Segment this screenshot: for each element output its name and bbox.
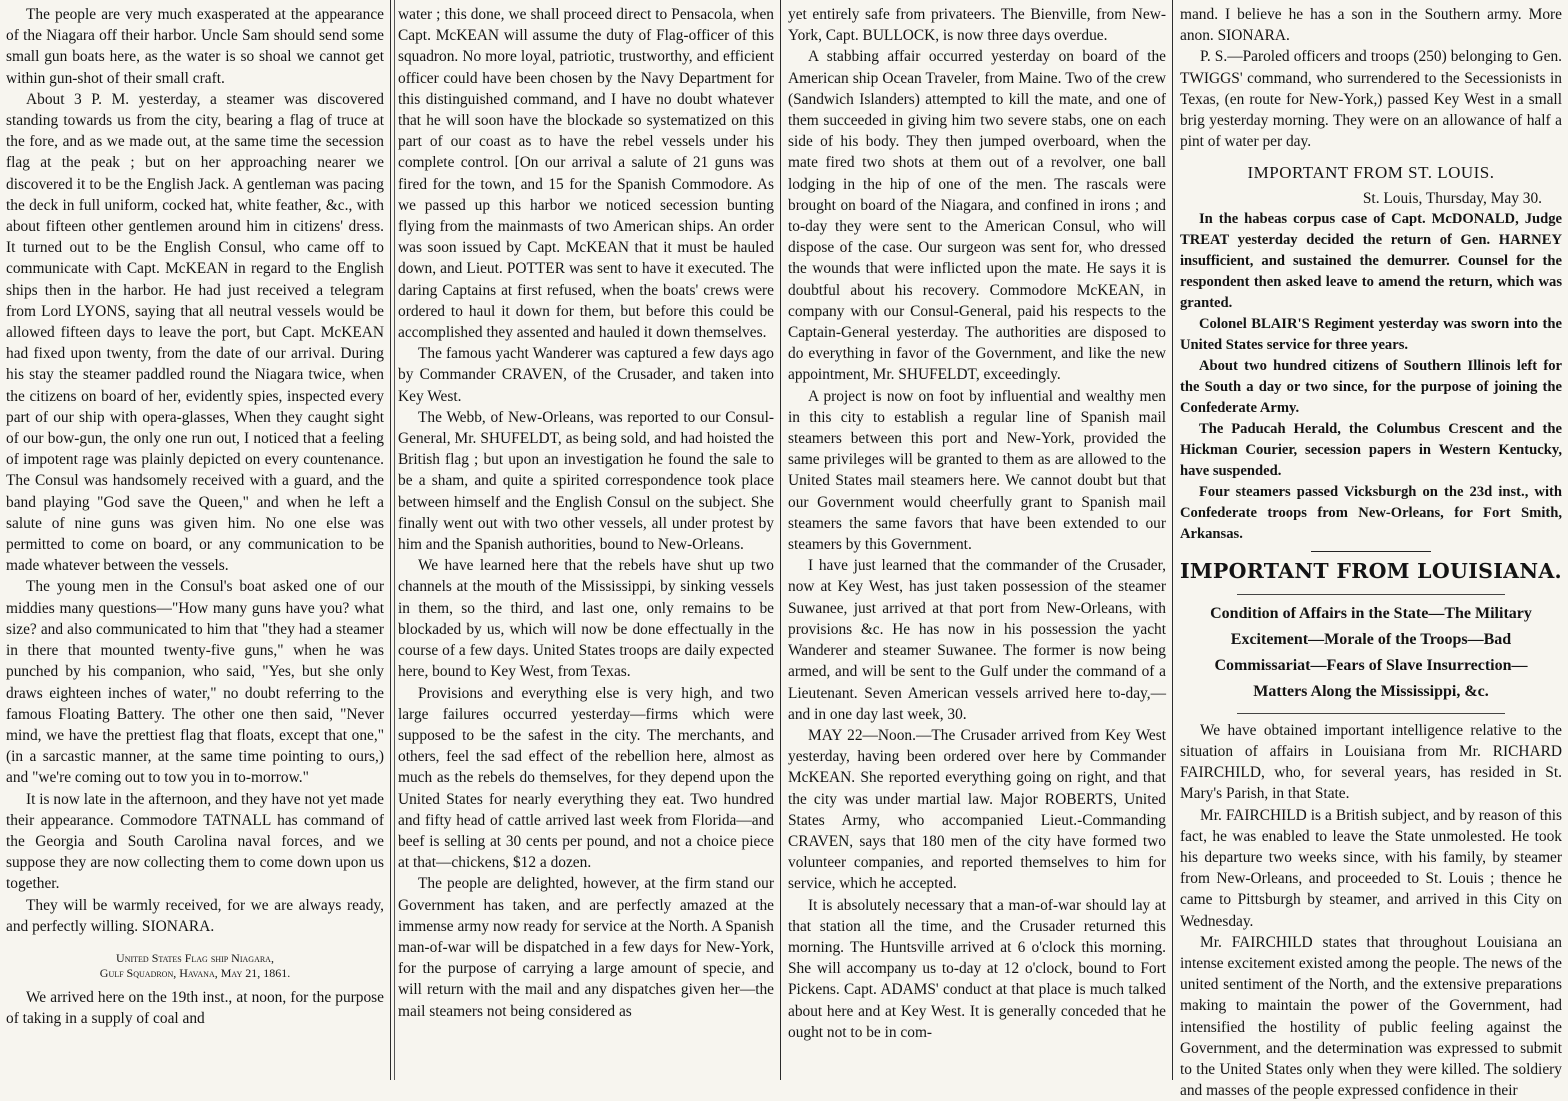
paragraph: Mr. FAIRCHILD states that throughout Louisiana an intense excitement existed among the people. The news of the united sentiment of the North, and the extensive preparations making to maintain the power of the Government, had intensified the hostility of public feeling against the Government, and the determination was expressed to submit to the United States only when they were killed. The soldiery and masses of the people expressed confidence in their [1180,933,1562,1100]
paragraph: They will be warmly received, for we are always ready, and perfectly willing. SIONARA. [6,896,384,935]
paragraph: The Webb, of New-Orleans, was reported to our Consul-General, Mr. SHUFELDT, as being sold, and had hoisted the British flag ; but upon an investigation he found the sale to be a sham, and quite a spirited correspondence took place between himself and the English Consul on the subject. She finally went out with two other vessels, all under protest by him and the Spanish authorities, bound to New-Orleans. [398,408,774,554]
dateline-line: United States Flag ship Niagara, [116,950,274,965]
paragraph: The people are very much exasperated at the appearance of the Niagara off their harbor. Uncle Sam should send some small gun boats here, as the water is so shoal we cannot get within gun-shot of their small craft. [6,6,384,87]
column-1 [0,0,390,1080]
paragraph: We have learned here that the rebels have shut up two channels at the mouth of the Mississippi, by sinking vessels in them, so the third, and last one, only remains to be blockaded by us, which will now be done effectually in the course of a few days. United States troops are daily expected here, bound to Key West, from Texas. [398,557,774,681]
paragraph: Mr. FAIRCHILD is a British subject, and by reason of this fact, he was enabled to leave the State unmolested. He took his departure two weeks since, with his family, by steamer from New-Orleans, and proceeded to St. Louis ; thence he came to Pittsburgh by steamer, and arrived in this City on Wednesday. [1180,806,1562,930]
headline-st-louis: IMPORTANT FROM ST. LOUIS. [1247,163,1495,183]
paragraph: In the habeas corpus case of Capt. McDONALD, Judge TREAT yesterday decided the return of Gen. HARNEY insufficient, and sustained the demurrer. Counsel for the respondent then asked leave to amend the return, which was granted. [1180,210,1562,311]
paragraph: We arrived here on the 19th inst., at noon, for the purpose of taking in a supply of coal and [6,988,384,1028]
paragraph: It is now late in the afternoon, and they have not yet made their appearance. Commodore TATNALL has command of the Georgia and South Carolina naval forces, and we suppose they are now collecting them to come down upon us together. [6,790,384,893]
paragraph: We have obtained important intelligence relative to the situation of affairs in Louisiana from Mr. RICHARD FAIRCHILD, who, for several years, has resided in St. Mary's Parish, in that State. [1180,721,1562,803]
paragraph: The Paducah Herald, the Columbus Crescent and the Hickman Courier, secession papers in Western Kentucky, have suspended. [1180,420,1562,479]
paragraph: A stabbing affair occurred yesterday on board of the American ship Ocean Traveler, from Maine. Two of the crew (Sandwich Islanders) attempted to kill the mate, and one of them succeeded in giving him two severe stabs, one on each side of his body. They then jumped overboard, when the mate fired two shots at them out of a revolver, one ball lodging in the hip of one of the men. The rascals were brought on board of the Niagara, and confined in irons ; and to-day they were sent to the American Consul, who will dispose of the case. Our surgeon was sent for, who dressed the wounds that were inflicted upon the mate. He says it is doubtful about his recovery. Commodore McKEAN, in company with our Consul-General, paid his respects to the Captain-General yesterday. The authorities are disposed to do everything in favor of the Government, and like the new appointment, Mr. SHUFELDT, exceedingly. [788,48,1166,384]
paragraph: A project is now on foot by influential and wealthy men in this city to establish a regular line of Spanish mail steamers between this port and New-York, provided the same privileges will be granted to them as are allowed to the United States mail steamers here. We cannot doubt but that our Government would cheerfully grant to Spanish mail steamers the same favors that have been extended to our steamers by this Government. [788,387,1166,554]
paragraph: The people are delighted, however, at the firm stand our Government has taken, and are perfectly amazed at the immense army now ready for service at the North. A Spanish man-of-war will be dispatched in a few days for New-York, for the purpose of carrying a large amount of specie, and will return with the mail and any dispatches given her—the mail steamers not being considered as [398,875,774,1020]
column-3 [782,0,1172,1080]
paragraph: The famous yacht Wanderer was captured a few days ago by Commander CRAVEN, of the Crusader, and taken into Key West. [398,345,774,405]
paragraph: I have just learned that the commander of the Crusader, now at Key West, has just taken possession of the steamer Suwanee, just arrived at that port from New-Orleans, with provisions &c. He has now in his possession the yacht Wanderer and steamer Suwanee. The former is now being armed, and will be sent to the Gulf under the command of a Lieutenant. Seven American vessels arrived here to-day,—and in one day last week, 30. [788,557,1166,723]
column-rule [1172,0,1173,1080]
column-rule [390,0,391,1080]
paragraph: mand. I believe he has a son in the Southern army. More anon. SIONARA. [1180,6,1562,45]
divider [1237,594,1504,595]
paragraph: water ; this done, we shall proceed direct to Pensacola, when Capt. McKEAN will assume the duty of Flag-officer of this squadron. No more loyal, patriotic, trustworthy, and efficient officer could have been chosen by the Navy Department for this distinguished command, and I have no doubt whatever that he will soon have the blockade so systematized on this part of our coast as to have the rebel vessels under his complete control. [On our arrival a salute of 21 guns was fired for the town, and 15 for the Spanish Commodore. As we passed up this harbor we noticed secession bunting flying from the mainmasts of two American ships. An order was soon issued by Capt. McKEAN that it must be hauled down, and Lieut. POTTER was sent to have it executed. The daring Captains at first refused, when the boats' crews were ordered to haul it down for them, but before this could be accomplished they assented and hauled it down themselves. [398,6,774,342]
dateline [6,951,384,981]
column-2 [392,0,780,1080]
column-4 [1174,0,1568,1100]
paragraph: MAY 22—Noon.—The Crusader arrived from Key West yesterday, having been ordered over here by Commander McKEAN. She reported everything going on right, and that the city was under martial law. Major ROBERTS, United States Army, who accompanied Lieut.-Commanding CRAVEN, says that 180 men of the city have formed two volunteer companies, and reported themselves to him for service, which he accepted. [788,726,1166,893]
paragraph: It is absolutely necessary that a man-of-war should lay at that station all the time, and the Crusader returned this morning. The Huntsville arrived at 6 o'clock this morning. She will accompany us to-day at 12 o'clock, bound to Fort Pickens. Capt. ADAMS' conduct at that place is much talked about here and at Key West. It is generally conceded that he ought not to be in com- [788,896,1166,1041]
dateline: St. Louis, Thursday, May 30. [1362,189,1542,207]
paragraph: Colonel BLAIR'S Regiment yesterday was sworn into the United States service for three years. [1180,315,1562,353]
st-louis-dispatches [1180,209,1562,545]
paragraph: The young men in the Consul's boat asked one of our middies many questions—"How many guns have you? what size? and also communicated to him that "they had a steamer in there that mounted twenty-five guns," when he was punched by his companion, who said, "Yes, but she only draws eighteen inches of water," no doubt referring to the famous Floating Battery. The other one then said, "Never mind, we have the prettiest flag that floats, except that one," (in a sarcastic manner, at the same time pointing to ours,) and "we're coming out to tow you in to-morrow." [6,578,384,787]
divider [1237,713,1504,714]
paragraph: Provisions and everything else is very high, and two large failures occurred yesterday—firms which were supposed to be the safest in the city. The merchants, and others, feel the sad effect of the rebellion here, almost as much as the rebels do themselves, for they depend upon the United States for nearly everything they eat. Two hundred and fifty head of cattle arrived last week from Florida—and beef is selling at 30 cents per pound, and not a choice piece at that—chickens, $12 a dozen. [398,684,774,872]
headline-louisiana: IMPORTANT FROM LOUISIANA. [1180,558,1562,583]
divider [1311,551,1431,552]
paragraph: About 3 P. M. yesterday, a steamer was discovered standing towards us from the city, bearing a flag of truce at the fore, and as we made out, at the same time the secession flag at the peak ; but on her approaching nearer we discovered it to be the English Jack. A gentleman was pacing the deck in full uniform, cocked hat, white feather, &c., with about fifteen other gentlemen around him in citizens' dress. It turned out to be the English Consul, who came off to communicate with Capt. McKEAN in regard to the English ships then in the harbor. He had just received a telegram from Lord LYONS, saying that all neutral vessels would be allowed fifteen days to leave the port, but Capt. McKEAN had fixed upon twenty, from the date of our arrival. During his stay the steamer paddled round the Niagara twice, when the citizens on board of her, evidently spies, inspected every part of our ship with opera-glasses, When they caught sight of our bow-gun, the only one run out, I noticed that a feeling of impotent rage was plainly depicted on every countenance. The Consul was handsomely received with a guard, and the band playing "God save the Queen," and when he left a salute of nine guns was given him. No one else was permitted to come on board, or any communication to be made whatever between the vessels. [6,90,384,575]
paragraph: yet entirely safe from privateers. The Bienville, from New-York, Capt. BULLOCK, is now three days overdue. [788,6,1166,45]
dateline-line: Gulf Squadron, Havana, May 21, 1861. [99,965,291,980]
subheadline: Condition of Affairs in the State—The Military Excitement—Morale of the Troops—Bad Commissariat—Fears of Slave Insurrection—Matters Along the Mississippi, &c. [1210,604,1532,700]
paragraph: About two hundred citizens of Southern Illinois left for the South a day or two since, for the purpose of joining the Confederate Army. [1180,357,1562,416]
column-rule [780,0,781,1080]
paragraph: P. S.—Paroled officers and troops (250) belonging to Gen. TWIGGS' command, who surrendered to the Secessionists in Texas, (en route for New-York,) passed Key West in a small brig yesterday morning. They were on an allowance of half a pint of water per day. [1180,48,1562,151]
paragraph: Four steamers passed Vicksburgh on the 23d inst., with Confederate troops from New-Orleans, for Fort Smith, Arkansas. [1180,483,1562,542]
